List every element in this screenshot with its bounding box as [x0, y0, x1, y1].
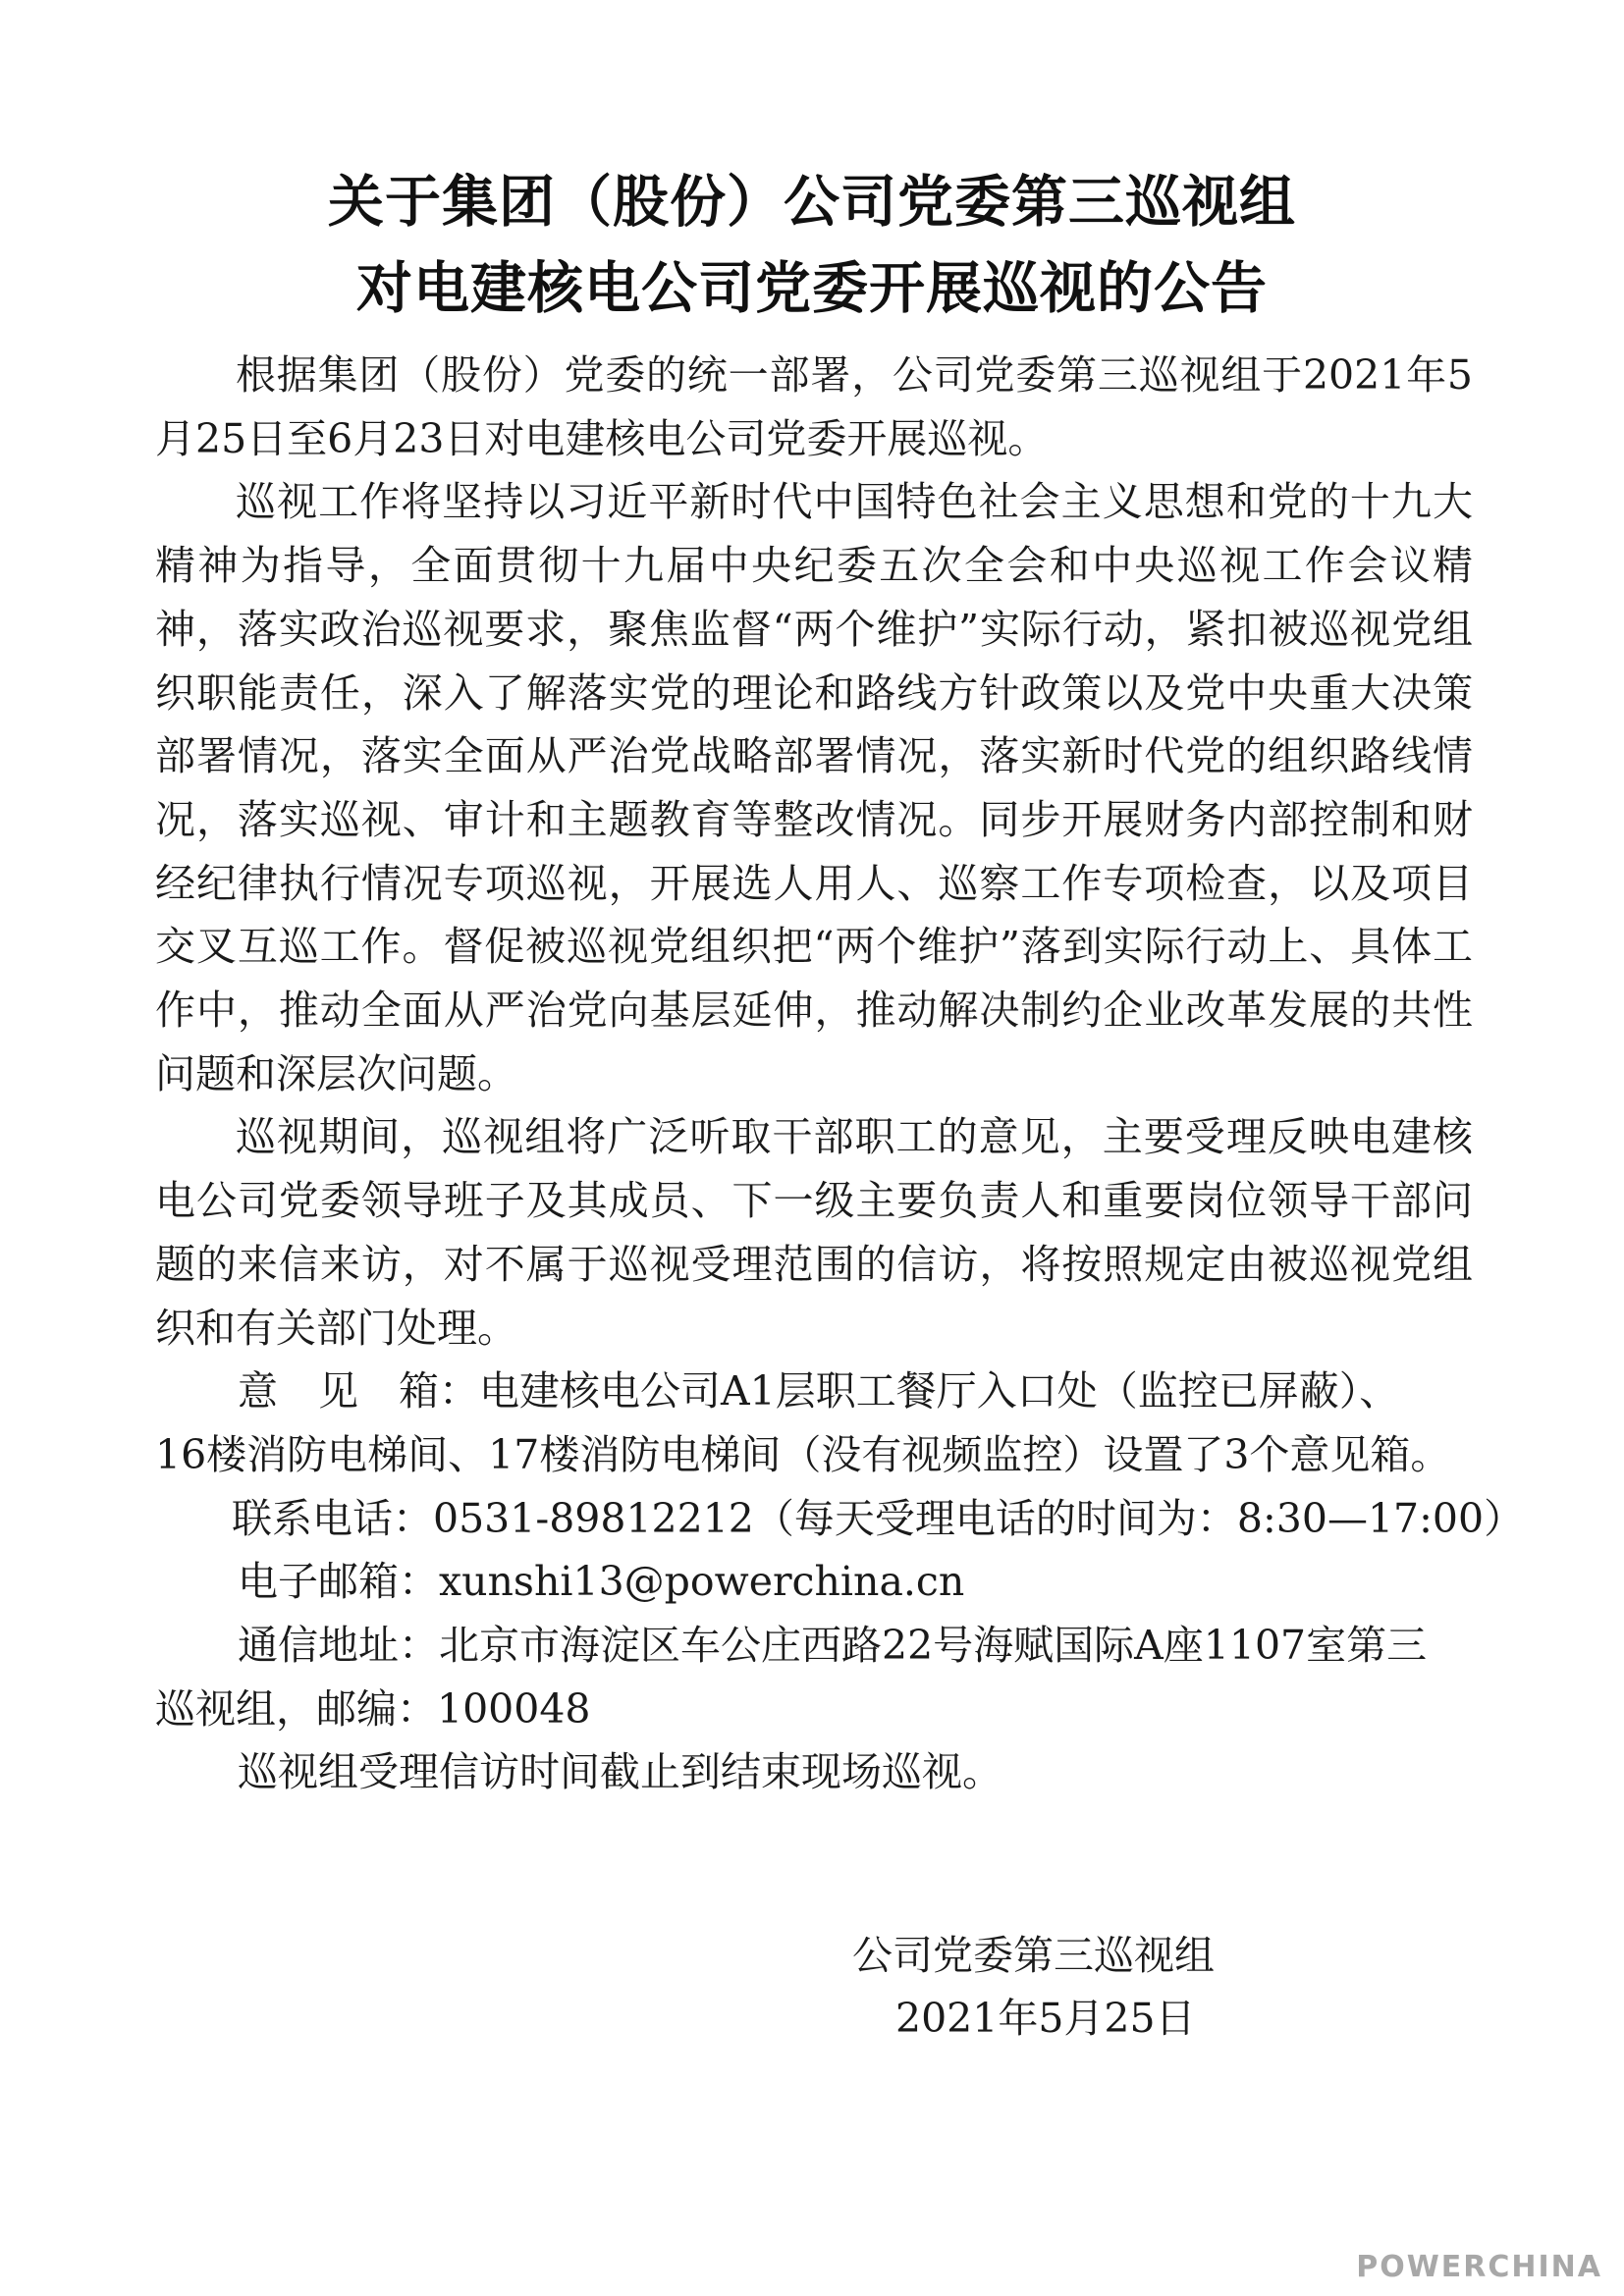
email-label: 电子邮箱：: [238, 1558, 439, 1606]
contact-address: [155, 1614, 1473, 1740]
signature-date: 2021年5月25日: [895, 1995, 1196, 2042]
document-title-line-2: 对电建核电公司党委开展巡视的公告: [356, 256, 1268, 321]
phone-value: 0531-89812212（每天受理电话的时间为：8:30—17:00）: [433, 1494, 1525, 1542]
closing-statement: 巡视组受理信访时间截止到结束现场巡视。: [238, 1748, 1002, 1796]
contact-email: [155, 1550, 1473, 1614]
document-body: [155, 344, 1525, 1804]
address-value-1: 北京市海淀区车公庄西路22号海赋国际A座1107室第三: [439, 1622, 1428, 1670]
phone-line: [155, 1487, 1525, 1551]
email-value: xunshi13@powerchina.cn: [439, 1558, 965, 1606]
powerchina-watermark: POWERCHINA: [1356, 2250, 1602, 2284]
signature-org: 公司党委第三巡视组: [852, 1932, 1215, 1979]
email-line: [155, 1550, 1473, 1614]
contact-phone: [155, 1487, 1525, 1551]
address-label: 通信地址：: [238, 1622, 439, 1670]
address-line-1: [155, 1614, 1473, 1678]
paragraph-petition-scope: 巡视期间，巡视组将广泛听取干部职工的意见，主要受理反映电建核电公司党委领导班子及其成员、下一级主要负责人和重要岗位领导干部问题的来信来访，对不属于巡视受理范围的信访，将按照规定由被巡视党组织和有关部门处理。: [155, 1113, 1473, 1352]
signature-block: [844, 1924, 1257, 2050]
suggestion-box-label: 意 见 箱：: [238, 1367, 479, 1415]
paragraph-inspection-focus: 巡视工作将坚持以习近平新时代中国特色社会主义思想和党的十九大精神为指导，全面贯彻十九届中央纪委五次全会和中央巡视工作会议精神，落实政治巡视要求，聚焦监督“两个维护”实际行动，紧扣被巡视党组织职能责任，深入了解落实党的理论和路线方针政策以及党中央重大决策部署情况，落实全面从严治党战略部署情况，落实新时代党的组织路线情况，落实巡视、审计和主题教育等整改情况。同步开展财务内部控制和财经纪律执行情况专项巡视，开展选人用人、巡察工作专项检查，以及项目交叉互巡工作。督促被巡视党组织把“两个维护”落到实际行动上、具体工作中，推动全面从严治党向基层延伸，推动解决制约企业改革发展的共性问题和深层次问题。: [155, 478, 1473, 1097]
address-value-2: 巡视组，邮编：100048: [155, 1684, 591, 1733]
suggestion-box-location-1: 电建核电公司A1层职工餐厅入口处（监控已屏蔽）、: [479, 1367, 1400, 1415]
suggestion-box-location-2: 16楼消防电梯间、17楼消防电梯间（没有视频监控）设置了3个意见箱。: [155, 1430, 1451, 1478]
phone-label: 联系电话：: [232, 1494, 433, 1542]
paragraph-inspection-schedule: 根据集团（股份）党委的统一部署，公司党委第三巡视组于2021年5月25日至6月23日对电建核电公司党委开展巡视。: [155, 351, 1473, 462]
document-title-line-1: 关于集团（股份）公司党委第三巡视组: [328, 170, 1296, 235]
suggestion-box-line-1: [155, 1360, 1473, 1423]
suggestion-box-info: [155, 1360, 1473, 1486]
